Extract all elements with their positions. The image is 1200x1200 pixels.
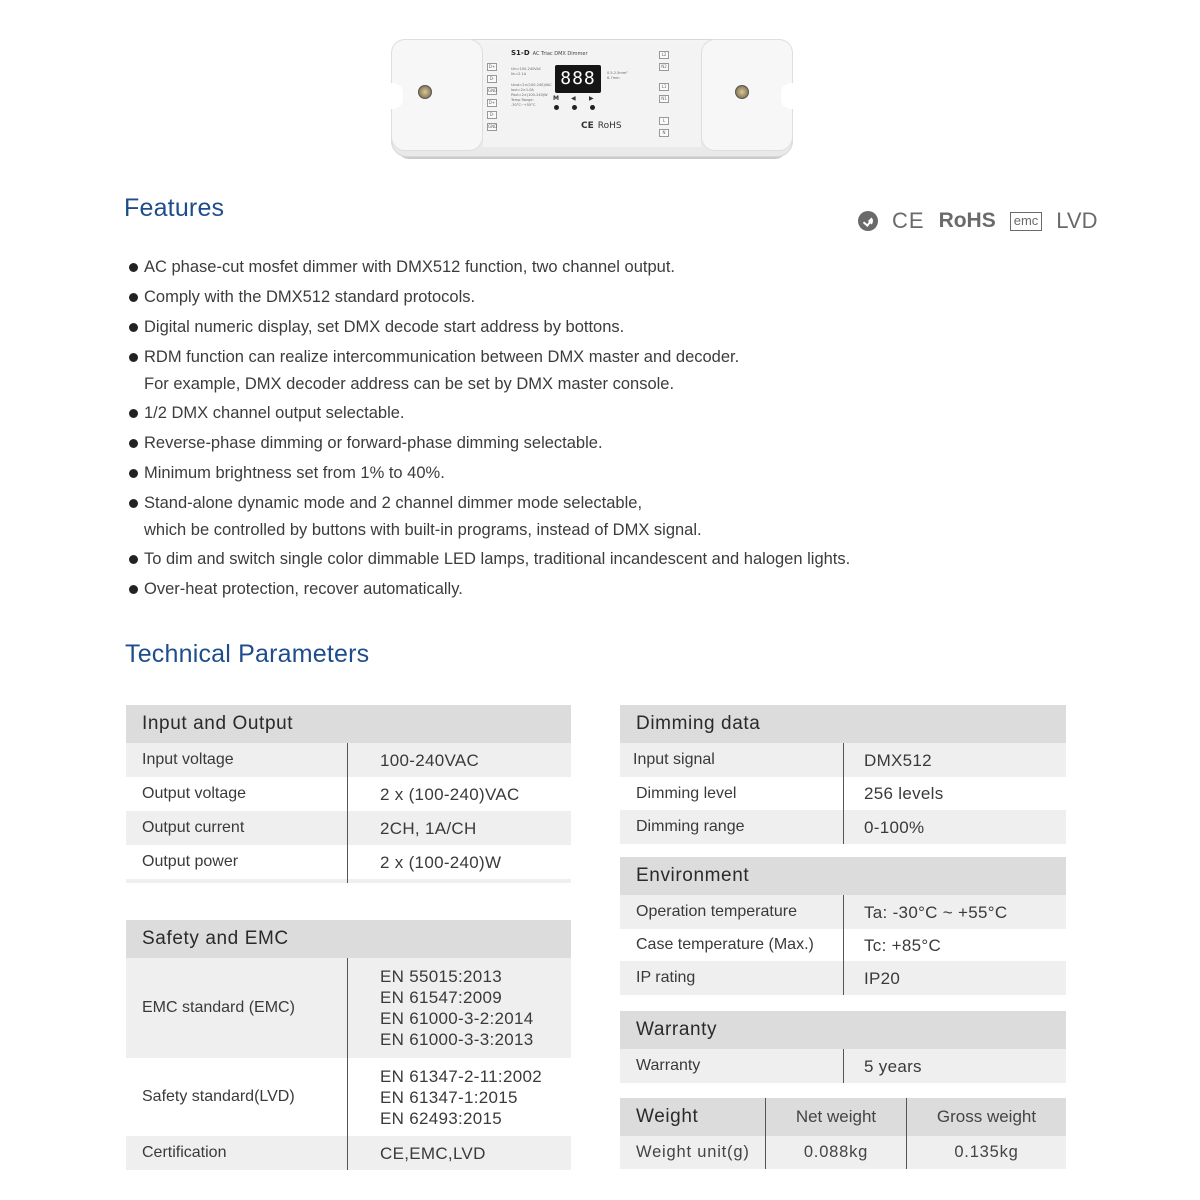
feature-item <box>128 574 850 604</box>
weight-table <box>620 1098 1066 1169</box>
table-header: Warranty <box>620 1011 1066 1049</box>
standard-text: EN 61000-3-3:2013 <box>380 1030 534 1049</box>
feature-item <box>128 312 850 342</box>
value-text: CE,EMC,LVD <box>380 1143 486 1163</box>
product-marks <box>581 121 622 131</box>
mounting-notch-right <box>781 83 801 109</box>
row-value <box>348 811 477 845</box>
row-label: Warranty <box>620 1049 844 1083</box>
value-text: 100-240VAC <box>380 750 480 770</box>
wire-spec <box>607 71 628 81</box>
technical-parameters-title: Technical Parameters <box>125 640 370 668</box>
right-button <box>590 105 595 110</box>
row-label: Input signal <box>620 743 844 777</box>
row-label: Output voltage <box>126 777 348 811</box>
safety-emc-table <box>126 920 571 1170</box>
standard-text: EN 61347-2-11:2002 <box>380 1066 542 1086</box>
spec-line: Temp Range: <box>511 98 534 102</box>
bullet-icon <box>129 585 138 594</box>
bullet-icon <box>129 263 138 272</box>
bullet-icon <box>129 353 138 362</box>
row-label: Dimming level <box>620 777 844 810</box>
features-list <box>128 252 850 604</box>
terminal: L <box>659 117 669 125</box>
screw-icon <box>418 85 432 99</box>
standard-text: EN 55015:2013 <box>380 967 503 986</box>
value-text: Tc: +85°C <box>864 935 942 955</box>
table-footer-strip <box>126 879 571 883</box>
certification-logos <box>858 208 1097 234</box>
row-value <box>348 1136 486 1170</box>
spec-line: Uin=100-240VAC <box>511 67 542 71</box>
row-value <box>348 777 520 811</box>
button-label-right: ▶ <box>589 95 594 102</box>
wire-strip-length: 6-7mm <box>607 76 620 80</box>
value-text: 2 x (100-240)VAC <box>380 784 520 804</box>
emc-logo: emc <box>1010 212 1043 231</box>
terminal: GND <box>488 124 498 129</box>
table-row <box>620 895 1066 929</box>
dimming-data-table <box>620 705 1066 844</box>
terminal: D+ <box>488 100 496 105</box>
bullet-icon <box>129 499 138 508</box>
ce-mark: CE <box>581 121 594 131</box>
terminal: D+ <box>488 64 496 69</box>
table-row <box>126 958 571 1058</box>
screw-icon <box>735 85 749 99</box>
feature-text: AC phase-cut mosfet dimmer with DMX512 function, two channel output. <box>144 258 676 276</box>
row-label: Safety standard(LVD) <box>126 1058 348 1136</box>
net-weight-header: Net weight <box>766 1098 907 1136</box>
spec-line: Pout=2×(100-240)W <box>511 93 548 97</box>
row-label: Case temperature (Max.) <box>620 929 844 961</box>
seven-segment-display: 888 <box>555 65 601 93</box>
bullet-icon <box>129 439 138 448</box>
environment-table <box>620 857 1066 995</box>
model-subtitle: AC Triac DMX Dimmer <box>532 51 588 57</box>
row-value <box>348 845 501 879</box>
feature-text: Minimum brightness set from 1% to 40%. <box>144 464 445 482</box>
row-value <box>844 1049 922 1083</box>
row-label: Certification <box>126 1136 348 1170</box>
bullet-icon <box>129 469 138 478</box>
row-value <box>844 895 1007 929</box>
feature-text: To dim and switch single color dimmable LED lamps, traditional incandescent and halogen lights. <box>144 550 851 568</box>
standard-text: EN 62493:2015 <box>380 1108 503 1128</box>
model-number: S1-D <box>511 49 530 57</box>
feature-item <box>128 342 850 398</box>
value-text: 256 levels <box>864 784 944 803</box>
row-value <box>348 1058 542 1136</box>
bullet-icon <box>129 323 138 332</box>
value-text: DMX512 <box>864 750 932 770</box>
terminal: GND <box>488 88 498 93</box>
table-row <box>126 845 571 879</box>
row-label: Dimming range <box>620 810 844 844</box>
spec-text <box>511 67 541 77</box>
terminal: N2 <box>659 63 669 71</box>
value-text: 2 x (100-240)W <box>380 852 502 872</box>
table-row <box>620 929 1066 961</box>
table-row <box>620 777 1066 810</box>
terminal: D- <box>487 75 497 83</box>
standard-text: EN 61547:2009 <box>380 988 503 1007</box>
table-row <box>620 810 1066 844</box>
row-value <box>844 777 944 810</box>
row-label: EMC standard (EMC) <box>126 958 348 1058</box>
gross-weight-value: 0.135kg <box>954 1143 1019 1161</box>
input-output-table <box>126 705 571 883</box>
feature-text-continued: For example, DMX decoder address can be set by DMX master console. <box>144 375 675 393</box>
row-value <box>844 810 924 844</box>
spec-line: Iout=2×1.0A <box>511 88 534 92</box>
button-label-left: ◀ <box>571 95 576 102</box>
weight-unit-label: Weight unit(g) <box>620 1136 766 1169</box>
terminal: L2 <box>659 51 669 59</box>
features-title: Features <box>124 194 225 222</box>
left-button <box>572 105 577 110</box>
net-weight-value: 0.088kg <box>766 1136 907 1169</box>
row-label: Output current <box>126 811 348 845</box>
feature-item <box>128 428 850 458</box>
end-cap-left <box>391 39 483 151</box>
row-label: IP rating <box>620 961 844 995</box>
warranty-table <box>620 1011 1066 1083</box>
table-row <box>620 1049 1066 1083</box>
divider <box>126 879 348 883</box>
feature-text: Over-heat protection, recover automatically. <box>144 580 463 598</box>
standard-text: EN 61347-1:2015 <box>380 1087 518 1107</box>
feature-item <box>128 544 850 574</box>
feature-text: RDM function can realize intercommunication between DMX master and decoder. <box>144 348 740 366</box>
row-label: Operation temperature <box>620 895 844 929</box>
row-value <box>348 958 534 1058</box>
weight-header: Weight <box>620 1098 766 1136</box>
spec-line: Uout=2×(100-240)VAC <box>511 83 552 87</box>
row-value <box>844 961 900 995</box>
table-row <box>126 777 571 811</box>
row-label: Input voltage <box>126 743 348 777</box>
feature-text: Comply with the DMX512 standard protocols. <box>144 288 476 306</box>
value-text: 2CH, 1A/CH <box>380 818 477 838</box>
value-text: Ta: -30°C ~ +55°C <box>864 902 1008 922</box>
row-label: Output power <box>126 845 348 879</box>
table-row <box>126 743 571 777</box>
c-tick-icon <box>858 211 878 231</box>
table-row <box>126 811 571 845</box>
row-value <box>844 929 941 961</box>
table-header: Dimming data <box>620 705 1066 743</box>
table-header: Input and Output <box>126 705 571 743</box>
feature-item <box>128 398 850 428</box>
row-value <box>844 743 932 777</box>
standard-text: EN 61000-3-2:2014 <box>380 1009 534 1028</box>
table-row <box>126 1058 571 1136</box>
terminal: L1 <box>659 83 669 91</box>
product-model <box>511 49 588 57</box>
feature-text: Digital numeric display, set DMX decode start address by bottons. <box>144 318 625 336</box>
feature-text: Stand-alone dynamic mode and 2 channel dimmer mode selectable, <box>144 494 643 512</box>
spec-line: -30°C~+55°C <box>511 103 536 107</box>
lvd-logo: LVD <box>1056 208 1098 233</box>
terminal: D- <box>487 111 497 119</box>
feature-text-continued: which be controlled by buttons with built-in programs, instead of DMX signal. <box>144 521 702 539</box>
rohs-mark: RoHS <box>597 121 622 131</box>
value-text: 5 years <box>864 1056 922 1076</box>
gross-weight-header: Gross weight <box>936 1107 1037 1126</box>
feature-item <box>128 252 850 282</box>
bullet-icon <box>129 555 138 564</box>
rohs-logo: RoHS <box>938 209 996 232</box>
product-image <box>383 35 803 163</box>
terminal: N <box>659 129 669 137</box>
feature-item <box>128 458 850 488</box>
feature-text: Reverse-phase dimming or forward-phase dimming selectable. <box>144 434 603 452</box>
feature-item <box>128 282 850 312</box>
table-row <box>620 743 1066 777</box>
terminal: N1 <box>659 95 669 103</box>
bullet-icon <box>129 293 138 302</box>
spec-line: Iin=2.1A <box>511 72 527 76</box>
button-label-m: M <box>553 95 559 102</box>
row-value <box>348 743 479 777</box>
ce-logo: CE <box>892 208 925 233</box>
table-row <box>126 1136 571 1170</box>
weight-header-row <box>620 1098 1066 1136</box>
value-text: IP20 <box>864 968 901 988</box>
table-header: Safety and EMC <box>126 920 571 958</box>
bullet-icon <box>129 409 138 418</box>
weight-values-row <box>620 1136 1066 1169</box>
m-button <box>554 105 559 110</box>
wire-gauge: 0.5-2.5mm² <box>607 71 628 75</box>
mounting-notch-left <box>383 83 403 109</box>
value-text: 0-100% <box>864 817 925 837</box>
table-row <box>620 961 1066 995</box>
feature-item <box>128 488 850 544</box>
feature-text: 1/2 DMX channel output selectable. <box>144 404 405 422</box>
spec-text <box>511 83 552 108</box>
table-header: Environment <box>620 857 1066 895</box>
divider <box>348 879 380 883</box>
